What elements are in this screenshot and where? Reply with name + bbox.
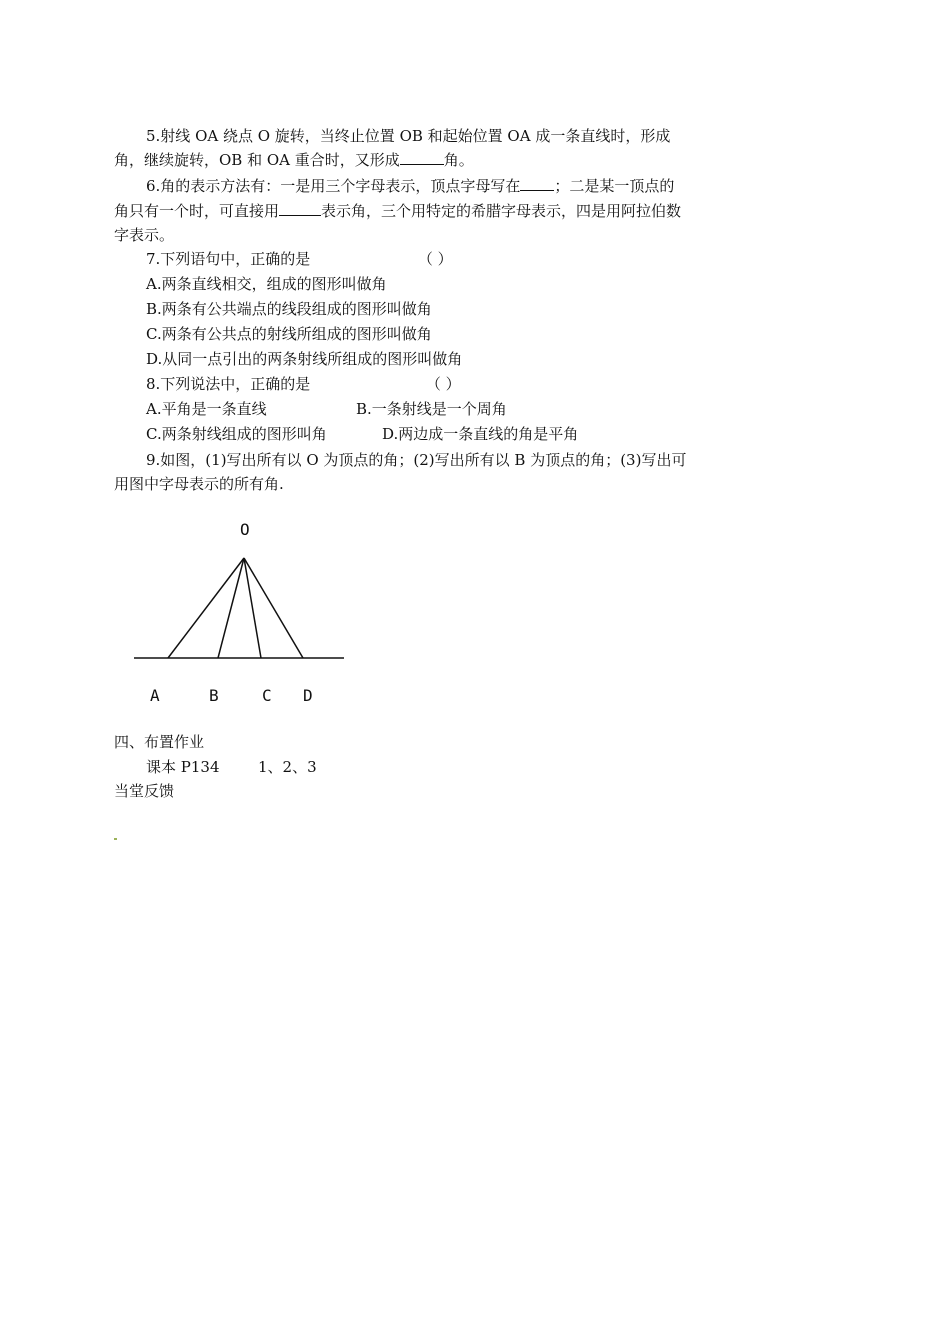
q8-option-d: D.两边成一条直线的角是平角 (382, 425, 579, 443)
figure-label-d: D (303, 686, 313, 705)
q7-answer-paren: （ ） (417, 250, 453, 268)
q7-stem (146, 249, 453, 269)
q7-stem-text: 7.下列语句中，正确的是 (146, 250, 311, 268)
figure-label-a: A (150, 686, 160, 705)
q8-option-b: B.一条射线是一个周角 (356, 400, 507, 418)
q5-line2 (114, 150, 474, 170)
feedback-title: 当堂反馈 (114, 782, 175, 800)
q9-line1: 9.如图，(1)写出所有以 O 为顶点的角；(2)写出所有以 B 为顶点的角；(3)写出可 (146, 451, 687, 469)
q8-stem (146, 374, 461, 394)
stray-mark (114, 838, 117, 840)
q7-option-b: B.两条有公共端点的线段组成的图形叫做角 (146, 300, 432, 318)
q6-answer-blank-2 (279, 201, 321, 216)
angle-figure (120, 515, 360, 715)
q8-option-c: C.两条射线组成的图形叫角 (146, 425, 327, 443)
figure-ray-ob (218, 558, 244, 658)
q6-line1 (146, 176, 674, 196)
q5-line2-text-a: 角，继续旋转，OB 和 OA 重合时，又形成 (114, 151, 400, 169)
figure-label-b: B (209, 686, 219, 705)
q6-line2-text-b: 表示角，三个用特定的希腊字母表示，四是用阿拉伯数 (321, 202, 682, 220)
homework-textbook-page: 课本 P134 (146, 758, 220, 776)
q8-option-a: A.平角是一条直线 (146, 400, 267, 418)
q6-line2-text-a: 角只有一个时，可直接用 (114, 202, 280, 220)
q9-line2: 用图中字母表示的所有角. (114, 475, 284, 493)
homework-exercises: 1、2、3 (258, 758, 317, 776)
q8-answer-paren: （ ） (425, 375, 461, 393)
figure-label-c: C (262, 686, 272, 705)
q5-answer-blank (400, 150, 444, 165)
q8-options-row1 (146, 399, 507, 419)
q8-stem-text: 8.下列说法中，正确的是 (146, 375, 311, 393)
figure-label-o: O (240, 520, 250, 539)
q6-line1-text-a: 6.角的表示方法有：一是用三个字母表示，顶点字母写在 (146, 177, 521, 195)
section4-title: 四、布置作业 (114, 733, 205, 751)
q7-option-c: C.两条有公共点的射线所组成的图形叫做角 (146, 325, 432, 343)
q7-option-d: D.从同一点引出的两条射线所组成的图形叫做角 (146, 350, 463, 368)
q7-option-a: A.两条直线相交，组成的图形叫做角 (146, 275, 387, 293)
q5-line2-text-b: 角。 (443, 151, 474, 169)
q6-line1-text-b: ；二是某一顶点的 (554, 177, 675, 195)
q6-line2 (114, 201, 681, 221)
q8-options-row2 (146, 424, 578, 444)
q6-line3: 字表示。 (114, 226, 175, 244)
q6-answer-blank-1 (520, 176, 554, 191)
q5-line1: 5.射线 OA 绕点 O 旋转，当终止位置 OB 和起始位置 OA 成一条直线时，形成 (146, 127, 671, 145)
section4-homework (146, 757, 317, 777)
figure-ray-oa (168, 558, 244, 658)
